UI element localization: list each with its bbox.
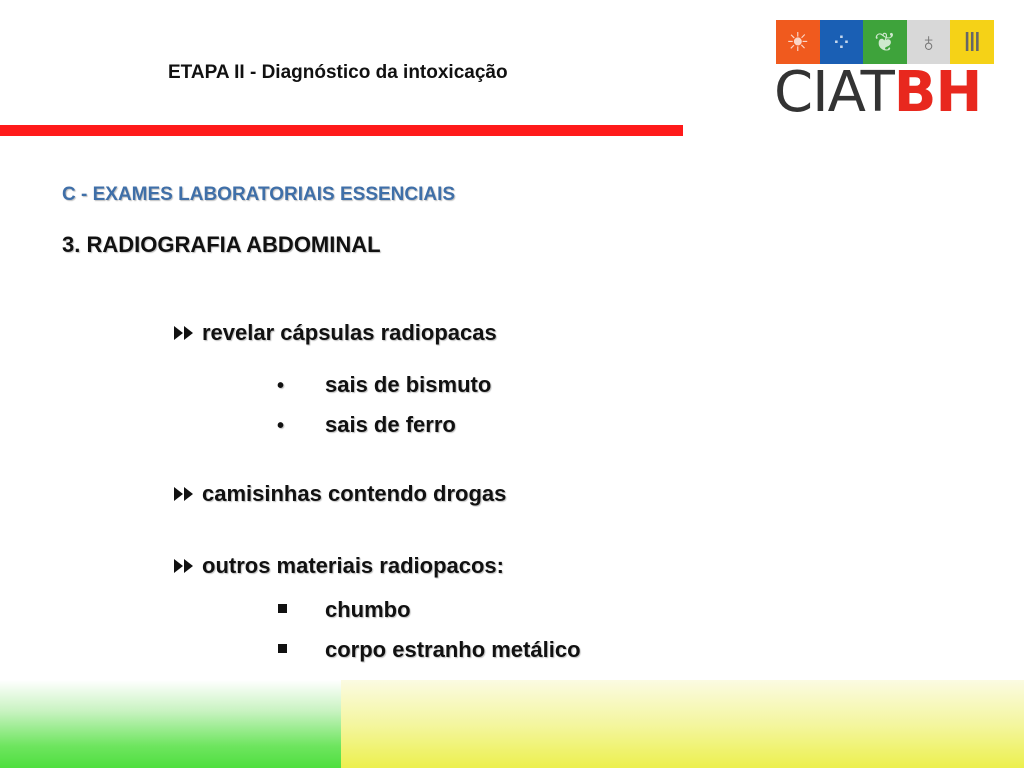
list-item [172,320,497,346]
logo-text-main: CIAT [774,60,894,125]
logo-tiles [776,20,994,64]
subheading: 3. RADIOGRAFIA ABDOMINAL [62,232,381,257]
ciatbh-logo [776,20,994,124]
double-arrow-icon [172,323,196,343]
section-heading: C - EXAMES LABORATORIAIS ESSENCIAIS [62,184,456,205]
double-arrow-icon [172,556,196,576]
logo-tile-sun-icon: ☀ [776,20,820,64]
sub-list-item [277,372,491,398]
square-bullet-icon [278,604,287,613]
sub-list-item-label: sais de ferro [325,412,456,437]
list-item-label: revelar cápsulas radiopacas [202,320,497,345]
footer-green-band [0,680,341,768]
logo-tile-dots-icon: ⁘ [820,20,864,64]
logo-tile-pillar-icon: Ⅲ [950,20,994,64]
logo-tile-leaf-icon: ❦ [863,20,907,64]
sub-list-item [277,412,456,438]
list-item [172,481,506,507]
logo-wordmark [774,62,981,124]
footer-yellow-band [341,680,1024,768]
logo-tile-stethoscope-icon: ♁ [907,20,951,64]
double-arrow-icon [172,484,196,504]
sub-list-item-label: chumbo [325,597,411,622]
header-accent-bar [0,125,683,136]
list-item-label: outros materiais radiopacos: [202,553,504,578]
square-bullet-icon [278,644,287,653]
list-item-label: camisinhas contendo drogas [202,481,507,506]
list-item [172,553,504,579]
sub-list-item [277,597,411,623]
logo-text-accent: BH [893,60,982,125]
sub-list-item-label: sais de bismuto [325,372,492,397]
round-bullet-icon: • [277,415,285,437]
sub-list-item [277,637,581,663]
sub-list-item-label: corpo estranho metálico [325,637,581,662]
round-bullet-icon: • [277,375,285,397]
slide-header-title: ETAPA II - Diagnóstico da intoxicação [168,62,508,83]
